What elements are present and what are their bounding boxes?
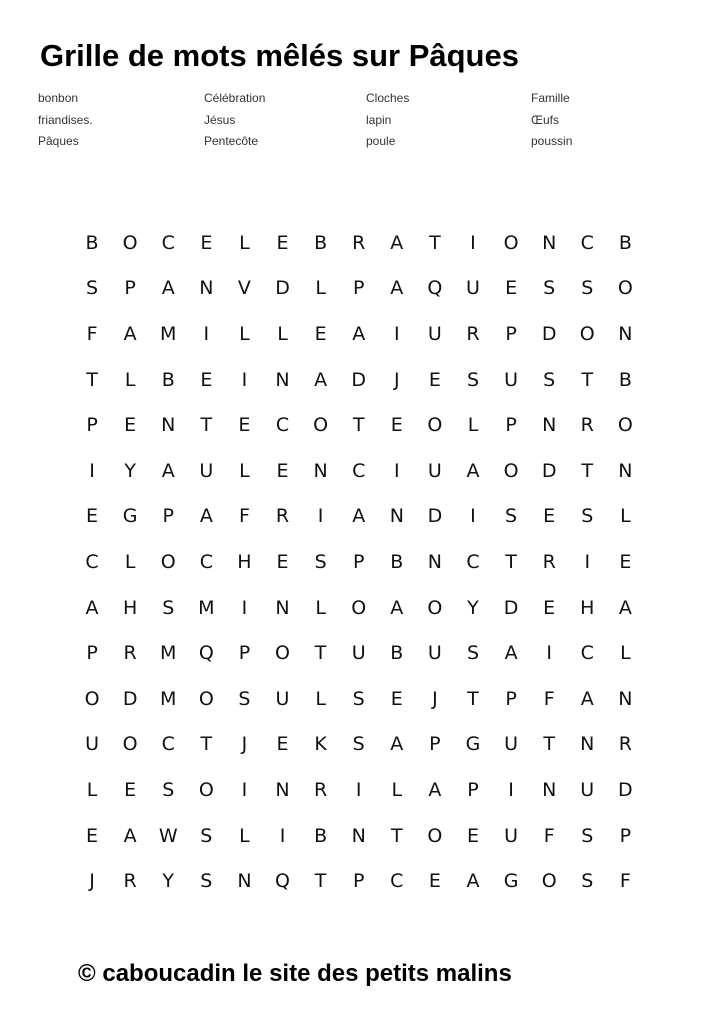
grid-letter: N — [542, 231, 557, 254]
grid-letter: B — [85, 231, 99, 254]
grid-letter: N — [275, 368, 290, 391]
grid-letter: U — [504, 733, 519, 756]
grid-letter: C — [580, 231, 594, 254]
grid-letter: I — [393, 459, 400, 482]
grid-letter: C — [199, 550, 213, 573]
grid-letter: O — [198, 687, 214, 710]
grid-letter: N — [275, 596, 290, 619]
grid-letter: A — [123, 824, 137, 847]
grid-letter: T — [200, 414, 213, 437]
grid-letter: P — [86, 414, 98, 437]
grid-letter: D — [122, 687, 138, 710]
grid-letter: J — [89, 870, 95, 893]
grid-letter: P — [429, 733, 441, 756]
grid-letter: P — [352, 277, 365, 300]
grid-letter: Q — [198, 642, 214, 665]
grid-letter: A — [580, 687, 594, 710]
grid-letter: Q — [275, 870, 290, 893]
word-search-grid — [73, 220, 644, 904]
grid-letter: T — [467, 687, 479, 710]
grid-letter: A — [466, 870, 480, 893]
grid-letter: A — [352, 322, 366, 345]
grid-letter: W — [158, 824, 178, 847]
grid-letter: T — [314, 642, 327, 665]
word-list-item: Cloches — [366, 91, 410, 105]
grid-letter: B — [161, 368, 175, 391]
page-title: Grille de mots mêlés sur Pâques — [40, 38, 519, 73]
grid-letter: O — [427, 414, 443, 437]
grid-letter: N — [389, 505, 404, 528]
grid-letter: U — [504, 824, 519, 847]
grid-letter: R — [275, 505, 290, 528]
grid-letter: G — [122, 505, 138, 528]
grid-letter: B — [390, 642, 404, 665]
grid-letter: S — [505, 505, 518, 528]
grid-letter: O — [84, 687, 100, 710]
grid-letter: E — [466, 824, 479, 847]
grid-letter: S — [238, 687, 251, 710]
grid-letter: D — [503, 596, 519, 619]
grid-letter: U — [427, 459, 442, 482]
grid-letter: A — [85, 596, 99, 619]
grid-letter: R — [123, 642, 137, 665]
grid-letter: C — [580, 642, 594, 665]
grid-letter: N — [275, 778, 290, 801]
grid-letter: O — [198, 778, 214, 801]
grid-letter: A — [618, 596, 632, 619]
grid-letter: L — [124, 550, 136, 573]
grid-letter: I — [241, 368, 248, 391]
grid-letter: B — [314, 231, 328, 254]
grid-letter: D — [541, 322, 557, 345]
word-list-item: poussin — [531, 134, 573, 148]
grid-letter: U — [504, 368, 519, 391]
grid-letter: A — [352, 505, 366, 528]
grid-letter: H — [122, 596, 138, 619]
grid-letter: I — [355, 778, 362, 801]
grid-letter: Y — [162, 870, 175, 893]
grid-letter: O — [503, 231, 519, 254]
grid-letter: I — [508, 778, 514, 801]
grid-letter: E — [543, 596, 556, 619]
grid-letter: U — [427, 322, 442, 345]
grid-letter: Y — [467, 596, 479, 619]
grid-letter: C — [85, 550, 99, 573]
grid-letter: T — [505, 550, 517, 573]
grid-letter: T — [200, 733, 213, 756]
word-list — [38, 88, 678, 153]
grid-letter: E — [390, 687, 403, 710]
grid-letter: N — [161, 414, 176, 437]
grid-letter: A — [123, 322, 137, 345]
grid-letter: I — [546, 642, 552, 665]
grid-letter: S — [86, 277, 99, 300]
grid-letter: P — [352, 870, 365, 893]
grid-letter: E — [276, 459, 289, 482]
grid-letter: B — [390, 550, 404, 573]
grid-letter: E — [86, 505, 99, 528]
grid-letter: E — [86, 824, 99, 847]
grid-letter: E — [505, 277, 518, 300]
grid-letter: E — [428, 368, 441, 391]
word-list-item: Famille — [531, 91, 570, 105]
grid-letter: H — [580, 596, 595, 619]
grid-letter: P — [467, 778, 479, 801]
grid-letter: F — [543, 824, 555, 847]
grid-letter: L — [391, 778, 403, 801]
grid-letter: L — [315, 277, 326, 300]
grid-letter: I — [203, 322, 210, 345]
grid-letter: N — [237, 870, 252, 893]
grid-letter: L — [620, 642, 631, 665]
grid-letter: Y — [124, 459, 136, 482]
grid-letter: P — [505, 322, 517, 345]
grid-letter: I — [279, 824, 286, 847]
grid-letter: N — [618, 459, 633, 482]
grid-letter: E — [428, 870, 441, 893]
grid-letter: U — [275, 687, 290, 710]
grid-letter: G — [465, 733, 481, 756]
grid-letter: I — [89, 459, 95, 482]
grid-letter: M — [160, 687, 177, 710]
grid-letter: D — [351, 368, 367, 391]
word-list-item: bonbon — [38, 91, 79, 105]
grid-letter: L — [239, 824, 250, 847]
grid-letter: E — [543, 505, 556, 528]
grid-letter: A — [161, 277, 175, 300]
grid-letter: R — [123, 870, 137, 893]
grid-letter: T — [390, 824, 403, 847]
grid-letter: R — [352, 231, 366, 254]
grid-letter: R — [618, 733, 632, 756]
grid-letter: T — [581, 459, 594, 482]
grid-letter: O — [503, 459, 519, 482]
grid-letter: U — [427, 642, 442, 665]
grid-letter: S — [581, 277, 594, 300]
grid-letter: O — [122, 231, 138, 254]
grid-letter: M — [198, 596, 215, 619]
grid-letter: I — [241, 596, 248, 619]
grid-letter: F — [543, 687, 555, 710]
grid-letter: O — [617, 277, 633, 300]
grid-letter: E — [124, 778, 137, 801]
grid-letter: H — [237, 550, 252, 573]
grid-letter: L — [277, 322, 288, 345]
grid-letter: K — [314, 733, 327, 756]
grid-letter: U — [466, 277, 480, 300]
grid-letter: A — [390, 733, 404, 756]
grid-letter: U — [580, 778, 595, 801]
word-list-item: Œufs — [531, 112, 560, 127]
grid-letter: O — [617, 414, 633, 437]
grid-letter: A — [466, 459, 480, 482]
grid-letter: L — [239, 459, 250, 482]
grid-letter: L — [239, 231, 250, 254]
grid-letter: S — [581, 505, 594, 528]
grid-letter: J — [432, 687, 438, 710]
grid-letter: O — [313, 414, 329, 437]
grid-letter: C — [275, 414, 290, 437]
grid-letter: O — [160, 550, 176, 573]
grid-letter: V — [237, 277, 251, 300]
word-list-item: Célébration — [204, 91, 266, 105]
grid-letter: E — [390, 414, 403, 437]
grid-letter: T — [581, 368, 594, 391]
grid-letter: L — [86, 778, 98, 801]
grid-letter: O — [579, 322, 595, 345]
grid-letter: E — [619, 550, 632, 573]
grid-letter: O — [427, 824, 443, 847]
grid-letter: L — [620, 505, 631, 528]
grid-letter: R — [466, 322, 480, 345]
grid-letter: C — [466, 550, 480, 573]
footer-credit: © caboucadin le site des petits malins — [78, 960, 512, 987]
grid-letter: D — [541, 459, 557, 482]
word-list-item: poule — [366, 134, 396, 148]
grid-letter: A — [390, 231, 404, 254]
grid-letter: C — [161, 733, 175, 756]
grid-letter: L — [315, 596, 326, 619]
grid-letter: I — [393, 322, 400, 345]
grid-letter: P — [86, 642, 98, 665]
word-list-item: Pâques — [38, 134, 79, 148]
grid-letter: D — [275, 277, 290, 300]
grid-letter: Q — [427, 277, 443, 300]
grid-letter: E — [276, 733, 289, 756]
grid-letter: N — [199, 277, 214, 300]
grid-letter: B — [618, 368, 632, 391]
grid-letter: S — [543, 277, 556, 300]
grid-letter: S — [581, 870, 594, 893]
grid-letter: S — [200, 824, 213, 847]
grid-letter: E — [124, 414, 137, 437]
grid-letter: S — [466, 642, 480, 665]
grid-letter: O — [427, 596, 443, 619]
grid-letter: P — [505, 414, 517, 437]
grid-letter: O — [122, 733, 138, 756]
grid-letter: I — [317, 505, 324, 528]
word-list-item: lapin — [366, 112, 392, 127]
grid-letter: S — [162, 596, 175, 619]
grid-letter: E — [276, 231, 289, 254]
grid-letter: A — [428, 778, 442, 801]
grid-letter: N — [542, 778, 557, 801]
grid-letter: P — [162, 505, 174, 528]
grid-letter: T — [314, 870, 327, 893]
grid-letter: A — [390, 596, 404, 619]
grid-letter: F — [238, 505, 250, 528]
grid-letter: O — [351, 596, 367, 619]
grid-letter: U — [85, 733, 99, 756]
grid-letter: B — [618, 231, 632, 254]
grid-letter: U — [199, 459, 214, 482]
grid-letter: D — [427, 505, 443, 528]
grid-letter: S — [352, 733, 365, 756]
grid-letter: P — [238, 642, 251, 665]
grid-letter: A — [199, 505, 213, 528]
grid-letter: M — [160, 642, 177, 665]
grid-letter: C — [161, 231, 175, 254]
grid-letter: N — [427, 550, 442, 573]
grid-letter: S — [466, 368, 480, 391]
grid-letter: N — [618, 687, 633, 710]
grid-letter: E — [200, 231, 213, 254]
word-list-item: Jésus — [204, 112, 236, 127]
grid-letter: T — [352, 414, 365, 437]
grid-letter: C — [352, 459, 366, 482]
grid-letter: A — [161, 459, 175, 482]
grid-letter: C — [390, 870, 404, 893]
grid-letter: G — [503, 870, 519, 893]
grid-letter: P — [352, 550, 365, 573]
grid-letter: F — [86, 322, 98, 345]
grid-letter: N — [618, 322, 633, 345]
grid-letter: F — [619, 870, 631, 893]
grid-letter: R — [580, 414, 594, 437]
grid-letter: O — [541, 870, 557, 893]
grid-letter: N — [313, 459, 328, 482]
grid-letter: L — [315, 687, 326, 710]
grid-letter: A — [504, 642, 518, 665]
grid-letter: R — [542, 550, 556, 573]
grid-letter: N — [580, 733, 595, 756]
grid-letter: S — [162, 778, 175, 801]
grid-letter: P — [619, 824, 632, 847]
grid-letter: N — [542, 414, 557, 437]
word-list-item: Pentecôte — [204, 134, 259, 148]
grid-letter: E — [200, 368, 213, 391]
grid-letter: A — [390, 277, 404, 300]
grid-letter: S — [352, 687, 365, 710]
grid-letter: T — [86, 368, 98, 391]
grid-letter: P — [505, 687, 517, 710]
grid-letter: U — [351, 642, 366, 665]
grid-letter: E — [314, 322, 327, 345]
grid-letter: S — [314, 550, 327, 573]
grid-letter: D — [618, 778, 633, 801]
grid-letter: S — [581, 824, 594, 847]
grid-letter: L — [467, 414, 479, 437]
grid-letter: T — [429, 231, 441, 254]
grid-letter: S — [200, 870, 213, 893]
grid-letter: M — [160, 322, 177, 345]
grid-letter: I — [584, 550, 591, 573]
grid-letter: L — [239, 322, 250, 345]
grid-letter: N — [351, 824, 366, 847]
grid-letter: I — [241, 778, 248, 801]
grid-letter: S — [543, 368, 556, 391]
grid-letter: L — [124, 368, 136, 391]
grid-letter: I — [470, 231, 476, 254]
grid-letter: E — [276, 550, 289, 573]
grid-letter: B — [314, 824, 328, 847]
grid-letter: T — [543, 733, 555, 756]
grid-letter: P — [124, 277, 136, 300]
grid-letter: J — [241, 733, 248, 756]
grid-letter: R — [314, 778, 328, 801]
grid-letter: J — [393, 368, 400, 391]
grid-letter: O — [275, 642, 290, 665]
word-list-item: friandises. — [38, 112, 93, 127]
grid-letter: A — [314, 368, 328, 391]
grid-letter: E — [238, 414, 251, 437]
grid-letter: I — [470, 505, 476, 528]
